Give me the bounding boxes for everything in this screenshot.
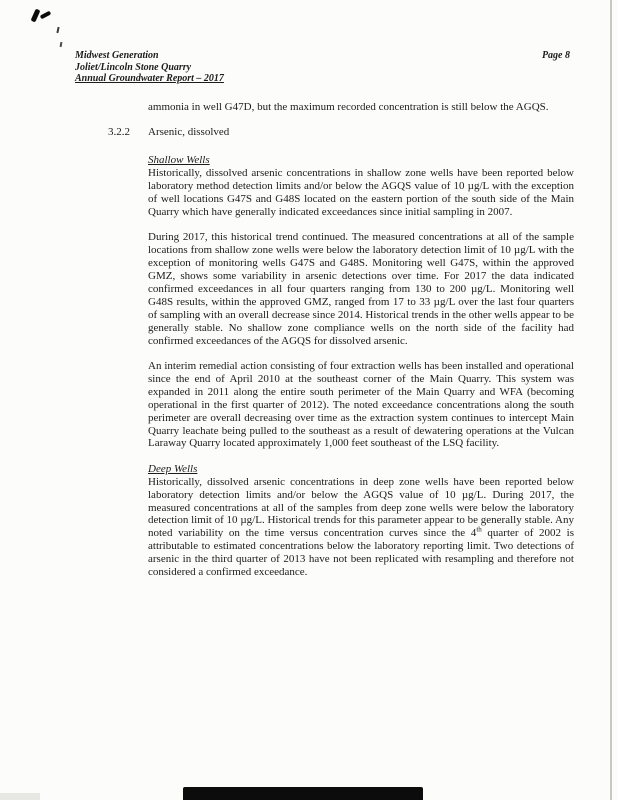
page-header	[75, 50, 572, 85]
scan-artifact-smudge	[0, 793, 40, 800]
subheading-deep-wells: Deep Wells	[148, 462, 198, 475]
scan-artifact-edge-line	[610, 0, 612, 800]
header-site: Joliet/Lincoln Stone Quarry	[75, 61, 192, 73]
shallow-paragraph-1: Historically, dissolved arsenic concentrations in shallow zone wells have been reported below laboratory method detection limits and/or below the AGQS value of 10 µg/L with the exception of well locations G47S and G48S located on the eastern portion of the south side of the Main Quarry which have generally indicated exceedances since initial sampling in 2007.	[148, 167, 574, 218]
shallow-paragraph-2: During 2017, this historical trend continued. The measured concentrations at all of the sample locations from shallow zone wells were below the laboratory detection limit of 10 µg/L with the exception of monitoring wells G47S and G48S. Monitoring well G47S, within the approved GMZ, shows some variability in arsenic detections over time. For 2017 the data indicated confirmed exceedances in all four quarters ranging from 130 to 200 µg/L. Monitoring well G48S results, within the approved GMZ, ranged from 17 to 33 µg/L over the last four quarters of sampling with an overall decrease since 2014. Historical trends in the other wells appear to be generally stable. No shallow zone compliance wells on the north side of the facility had confirmed exceedances of the AGQS for dissolved arsenic.	[148, 231, 574, 347]
scan-artifact-bottom-bar	[183, 787, 423, 800]
ordinal-superscript: th	[476, 525, 482, 534]
header-company: Midwest Generation	[75, 50, 159, 61]
section-heading	[108, 126, 574, 139]
deep-paragraph-text: Historically, dissolved arsenic concentrations in deep zone wells have been reported below laboratory detection limits and/or below the AGQS value of 10 µg/L. During 2017, the measured concentrations at all of the samples from deep zone wells were below the laboratory detection limit of 10 µg/L. Historical trends for this parameter appear to be generally stable. Any noted variability on the time versus concentration curves since the 4	[148, 475, 574, 540]
deep-paragraph	[148, 476, 574, 579]
continuation-paragraph: ammonia in well G47D, but the maximum recorded concentration is still below the AGQS.	[148, 101, 549, 113]
scan-artifact-speck	[60, 42, 63, 47]
scan-artifact-ink-mark	[40, 11, 52, 20]
scan-artifact-speck	[56, 27, 59, 33]
deep-paragraph-text: quarter of 2002 is attributable to estimated concentrations below the laboratory reporting limit. Two detections of arsenic in the third quarter of 2013 have not been replicated with resampling and therefore not considered a confirmed exceedance.	[148, 527, 574, 579]
section-number: 3.2.2	[108, 126, 130, 139]
scan-artifact-ink-mark	[31, 9, 41, 23]
subheading-shallow-wells: Shallow Wells	[148, 154, 210, 167]
header-report-title: Annual Groundwater Report – 2017	[75, 73, 224, 84]
page-number: Page 8	[541, 50, 570, 61]
document-body	[108, 101, 574, 592]
section-title: Arsenic, dissolved	[148, 126, 230, 139]
header-title-block	[75, 50, 572, 85]
shallow-paragraph-3: An interim remedial action consisting of four extraction wells has been installed and operational since the end of April 2010 at the southeast corner of the Main Quarry. This system was expanded in 2011 along the entire south perimeter of the Main Quarry and WFA (becoming operational in the first quarter of 2012). The noted exceedance concentrations along the south perimeter are overall decreasing over time as the extraction system continues to intercept Main Quarry leachate being pulled to the southeast as a result of dewatering operations at the Vulcan Laraway Quarry located approximately 1,000 feet southeast of the LSQ facility.	[148, 360, 574, 450]
